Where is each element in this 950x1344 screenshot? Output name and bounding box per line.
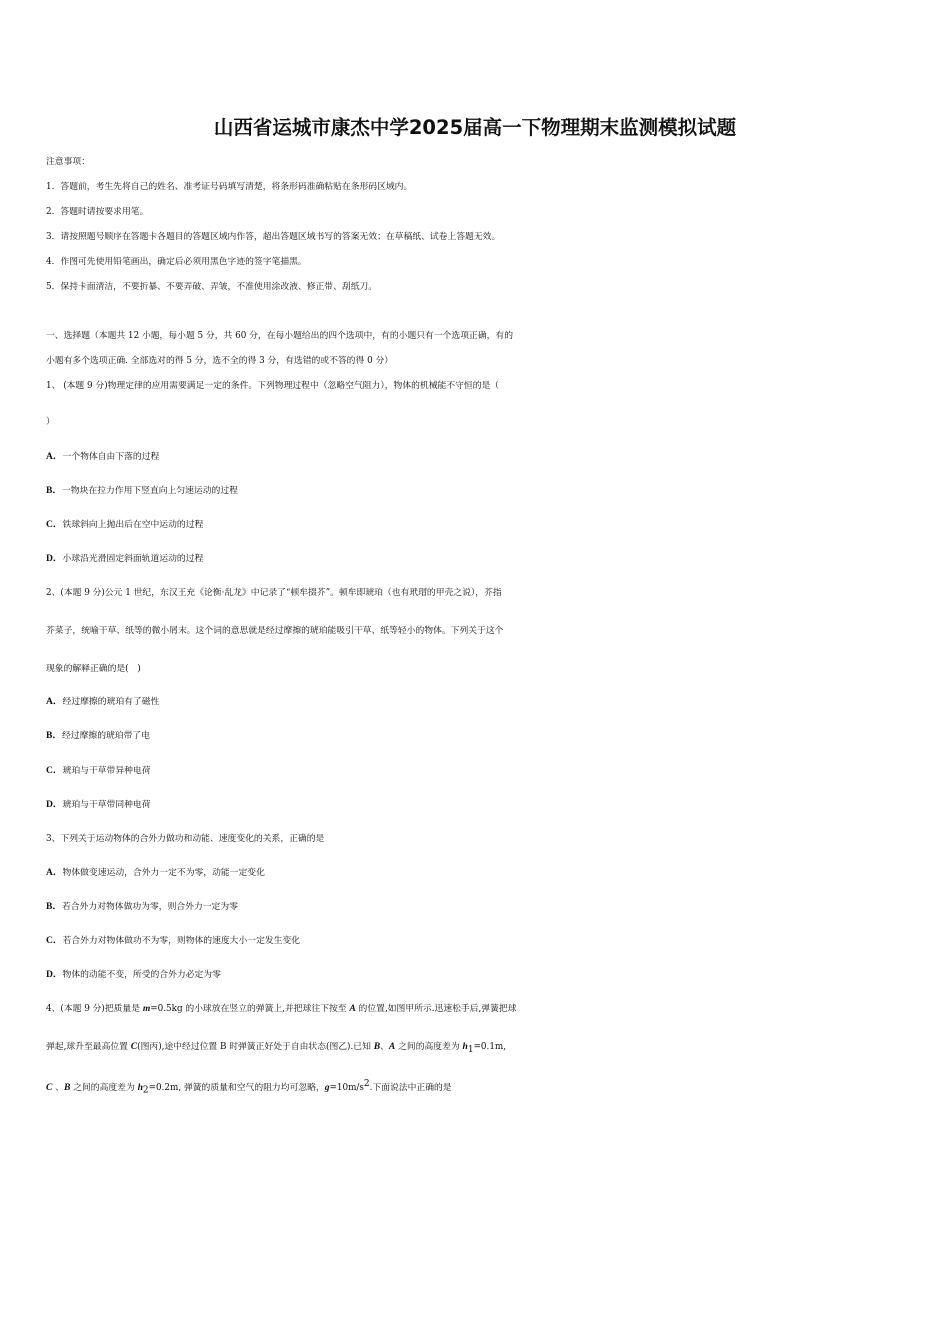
option-label: B． [46, 901, 62, 912]
subscript: 1 [467, 1044, 474, 1055]
superscript: 2 [363, 1079, 370, 1089]
q2-stem-line-1: 2、(本题 9 分)公元 1 世纪，东汉王充《论衡·乱龙》中记录了“顿牟掇芥”。顿牟即琥珀（也有玳瑁的甲壳之说），芥指 [46, 588, 502, 598]
variable: g [324, 1081, 330, 1093]
q1-option-b [46, 481, 916, 501]
text-run: 之间的高度差为 [395, 1042, 463, 1052]
q4-stem-line-2 [46, 1037, 916, 1060]
text-run: 的位置,如图甲所示.迅速松手后,弹簧把球 [355, 1004, 517, 1014]
q3-option-d [46, 965, 916, 985]
q3-option-b [46, 897, 916, 917]
variable: C [130, 1041, 138, 1052]
q4-stem-line-3 [46, 1074, 916, 1101]
option-text: 若合外力对物体做功为零，则合外力一定为零 [62, 902, 238, 912]
notice-item-1: 1．答题前，考生先将自己的姓名、准考证号码填写清楚，将条形码准确粘贴在条形码区域内。 [46, 182, 413, 192]
option-label: C． [46, 765, 63, 776]
variable: A [349, 1003, 356, 1014]
subscript: 2 [142, 1085, 149, 1096]
option-label: D． [46, 969, 63, 980]
option-label: D． [46, 553, 63, 564]
variable: C [46, 1081, 53, 1093]
option-text: 铁球斜向上抛出后在空中运动的过程 [62, 520, 204, 530]
variable: B [373, 1041, 381, 1052]
q1-option-d [46, 549, 916, 569]
option-label: A． [46, 696, 63, 707]
text-run: =0.1m, [473, 1042, 507, 1052]
q2-option-c [46, 761, 916, 781]
notice-item-5: 5．保持卡面清洁，不要折暴、不要弄破、弄皱，不准使用涂改液、修正带、刮纸刀。 [46, 282, 378, 292]
text-run: =0.2m, 弹簧的质量和空气的阻力均可忽略， [148, 1082, 325, 1093]
page-title: 山西省运城市康杰中学2025届高一下物理期末监测模拟试题 [213, 116, 737, 139]
option-label: B． [46, 485, 62, 496]
q2-stem-line-2: 芥菜子，统喻干草、纸等的微小屑末。这个词的意思就是经过摩擦的琥珀能吸引干草、纸等轻小的物体。下列关于这个 [46, 626, 504, 636]
variable: B [64, 1081, 71, 1093]
q3-stem: 3、下列关于运动物体的合外力做功和动能、速度变化的关系，正确的是 [46, 834, 325, 844]
option-text: 小球沿光滑固定斜面轨道运动的过程 [62, 554, 204, 564]
option-text: 琥珀与干草带异种电荷 [62, 766, 151, 776]
q2-option-a [46, 692, 916, 712]
notice-item-2: 2．答题时请按要求用笔。 [46, 207, 149, 217]
option-label: B． [46, 730, 62, 741]
text-run: 、 [52, 1082, 64, 1093]
text-run: =0.5kg 的小球放在竖立的弹簧上,并把球往下按至 [150, 1004, 350, 1014]
q1-stem-line-1: 1、 (本题 9 分)物理定律的应用需要满足一定的条件。下列物理过程中（忽略空气阻力），物体的机械能不守恒的是（ [46, 381, 500, 391]
q2-option-d [46, 795, 916, 815]
notice-item-4: 4．作图可先使用铅笔画出，确定后必须用黑色字迹的签字笔描黑。 [46, 257, 307, 267]
q2-option-b [46, 726, 916, 746]
q1-option-a [46, 447, 916, 467]
option-label: C． [46, 935, 63, 946]
option-text: 一物块在拉力作用下竖直向上匀速运动的过程 [62, 486, 238, 496]
text-run: 4、(本题 9 分)把质量是 [46, 1004, 143, 1014]
q3-option-a [46, 863, 916, 883]
notice-heading: 注意事项： [46, 157, 90, 167]
option-text: 一个物体自由下落的过程 [62, 452, 160, 462]
section-heading-line-2: 小题有多个选项正确. 全部选对的得 5 分，选不全的得 3 分，有选错的或不答的得 0 分） [46, 356, 394, 366]
option-text: 若合外力对物体做功不为零，则物体的速度大小一定发生变化 [62, 936, 301, 946]
option-text: 琥珀与干草带同种电荷 [62, 800, 151, 810]
option-text: 物体做变速运动，合外力一定不为零，动能一定变化 [62, 868, 265, 878]
text-run: 弹起,球升至最高位置 [46, 1042, 131, 1052]
text-run: 、 [380, 1042, 389, 1052]
text-run: =10m/s [329, 1082, 364, 1093]
q1-option-c [46, 515, 916, 535]
q1-stem-line-2: ） [46, 417, 55, 427]
text-run: 之间的高度差为 [70, 1082, 138, 1093]
variable: A [388, 1041, 396, 1052]
option-label: A． [46, 451, 63, 462]
option-label: D． [46, 799, 63, 810]
q4-stem-line-1 [46, 999, 916, 1019]
variable: m [142, 1003, 151, 1014]
notice-item-3: 3．请按照题号顺序在答题卡各题目的答题区域内作答，超出答题区域书写的答案无效；在草稿纸、试卷上答题无效。 [46, 232, 501, 242]
option-text: 经过摩擦的琥珀带了电 [62, 731, 150, 741]
variable: h [462, 1041, 468, 1052]
section-heading-line-1: 一、选择题（本题共 12 小题，每小题 5 分，共 60 分，在每小题给出的四个选项中，有的小题只有一个选项正确，有的 [46, 331, 514, 341]
q3-option-c [46, 931, 916, 951]
variable: h [137, 1081, 143, 1093]
option-label: A． [46, 867, 63, 878]
text-run: (图丙),途中经过位置 B 时弹簧正好处于自由状态(图乙).已知 [137, 1042, 374, 1052]
option-label: C． [46, 519, 63, 530]
option-text: 经过摩擦的琥珀有了磁性 [62, 697, 160, 707]
option-text: 物体的动能不变，所受的合外力必定为零 [62, 970, 221, 980]
q2-stem-line-3: 现象的解释正确的是( ) [46, 664, 141, 674]
text-run: .下面说法中正确的是 [369, 1082, 452, 1093]
